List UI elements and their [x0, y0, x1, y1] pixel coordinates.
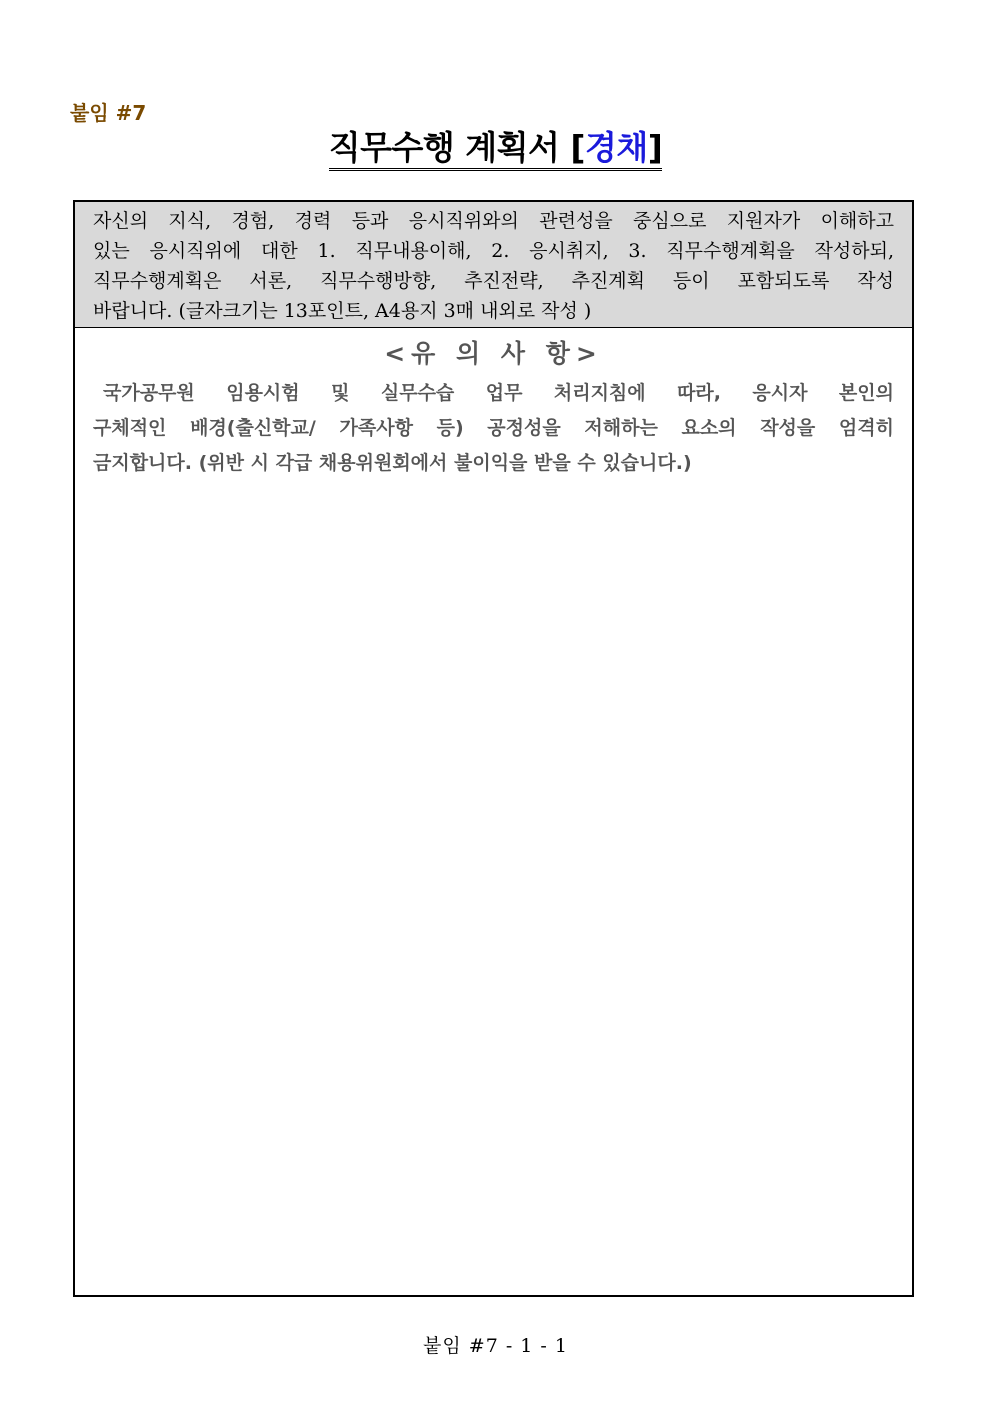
caution-line: 국가공무원 임용시험 및 실무수습 업무 처리지침에 따라, 응시자 본인의	[103, 382, 894, 404]
instruction-line: 있는 응시직위에 대한 1. 직무내용이해, 2. 응시취지, 3. 직무수행계획을 작성하되,	[93, 240, 894, 262]
instruction-line: 직무수행계획은 서론, 직무수행방향, 추진전략, 추진계획 등이 포함되도록 작성	[93, 270, 894, 292]
instruction-line: 바랍니다. (글자크기는 13포인트, A4용지 3매 내외로 작성 )	[93, 300, 592, 322]
caution-line: 구체적인 배경(출신학교/ 가족사항 등) 공정성을 저해하는 요소의 작성을 엄격히	[93, 417, 894, 439]
title-text	[329, 128, 663, 171]
writing-form-box	[73, 200, 914, 1297]
caution-heading: <유 의 사 항>	[384, 339, 603, 368]
attachment-label: 붙임 #7	[70, 101, 147, 125]
caution-text	[75, 372, 912, 481]
instruction-block	[75, 202, 912, 328]
caution-line: 금지합니다. (위반 시 각급 채용위원회에서 불이익을 받을 수 있습니다.)	[93, 452, 692, 474]
title-main: 직무수행 계획서	[328, 128, 560, 167]
page-footer: 붙임 #7 - 1 - 1	[423, 1335, 568, 1357]
instruction-line: 자신의 지식, 경험, 경력 등과 응시직위와의 관련성을 중심으로 지원자가 이해하고	[93, 210, 894, 232]
document-title	[0, 126, 991, 170]
title-sub: 경채	[584, 128, 648, 167]
title-open-bracket: [	[570, 128, 585, 167]
title-close-bracket: ]	[647, 128, 663, 167]
